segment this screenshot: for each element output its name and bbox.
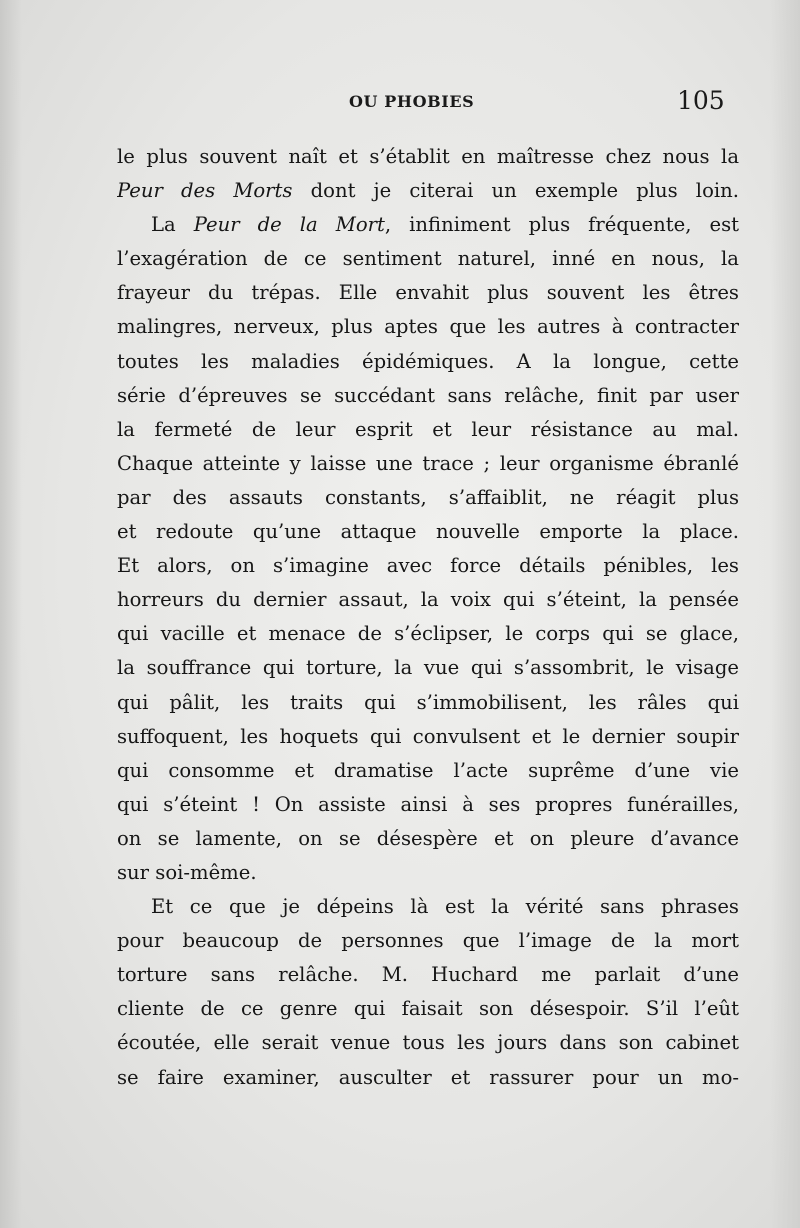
running-head: OU PHOBIES bbox=[349, 92, 475, 111]
text-line: le plus souvent naît et s’établit en maîtresse chez nous la bbox=[117, 145, 739, 168]
text-line: qui s’éteint ! On assiste ainsi à ses propres funérailles, bbox=[117, 792, 739, 816]
text-word: La bbox=[151, 213, 176, 237]
text-line: qui pâlit, les traits qui s’immobilisent, les râles qui bbox=[117, 690, 739, 714]
text-line: l’exagération de ce sentiment naturel, inné en nous, la bbox=[117, 247, 739, 271]
text-line: et redoute qu’une attaque nouvelle emporte la place. bbox=[117, 520, 739, 544]
text-line: pour beaucoup de personnes que l’image de la mort bbox=[117, 929, 739, 953]
text-line: toutes les maladies épidémiques. A la longue, cette bbox=[117, 349, 739, 373]
text-line: cliente de ce genre qui faisait son désespoir. S’il l’eût bbox=[117, 997, 739, 1021]
paragraph-start-line: Et ce que je dépeins là est la vérité sans phrases bbox=[151, 895, 739, 919]
text-line-rest: infiniment plus fréquente, est bbox=[409, 213, 739, 237]
body-text bbox=[117, 140, 739, 1095]
text-line bbox=[117, 174, 739, 208]
comma: , bbox=[384, 213, 392, 237]
text-line: se faire examiner, ausculter et rassurer pour un mo- bbox=[117, 1065, 739, 1089]
text-line: horreurs du dernier assaut, la voix qui s’éteint, la pensée bbox=[117, 588, 739, 612]
paragraph-end-line: sur soi-même. bbox=[117, 860, 257, 884]
text-line: qui consomme et dramatise l’acte suprême d’une vie bbox=[117, 758, 739, 782]
text-line: torture sans relâche. M. Huchard me parlait d’une bbox=[117, 963, 739, 987]
text-line: série d’épreuves se succédant sans relâche, finit par user bbox=[117, 383, 739, 407]
text-line: la souffrance qui torture, la vue qui s’assombrit, le visage bbox=[117, 656, 739, 680]
text-line: écoutée, elle serait venue tous les jours dans son cabinet bbox=[117, 1031, 739, 1055]
italic-phrase: Peur des Morts bbox=[117, 179, 293, 203]
text-line-rest: dont je citerai un exemple plus loin. bbox=[310, 179, 739, 203]
text-line: par des assauts constants, s’affaiblit, ne réagit plus bbox=[117, 485, 739, 509]
text-line: on se lamente, on se désespère et on pleure d’avance bbox=[117, 826, 739, 850]
text-line: malingres, nerveux, plus aptes que les autres à contracter bbox=[117, 315, 739, 339]
italic-phrase: Peur de la Mort bbox=[193, 213, 385, 237]
text-line: Et alors, on s’imagine avec force détails pénibles, les bbox=[117, 554, 739, 578]
text-line: qui vacille et menace de s’éclipser, le corps qui se glace, bbox=[117, 622, 739, 646]
page-header bbox=[0, 86, 800, 116]
page-number: 105 bbox=[677, 86, 725, 115]
text-line: suffoquent, les hoquets qui convulsent et le dernier soupir bbox=[117, 724, 739, 748]
text-line: la fermeté de leur esprit et leur résistance au mal. bbox=[117, 417, 739, 441]
text-line: Chaque atteinte y laisse une trace ; leur organisme ébranlé bbox=[117, 451, 739, 475]
text-line: frayeur du trépas. Elle envahit plus souvent les êtres bbox=[117, 281, 739, 305]
paragraph-start-line bbox=[117, 208, 739, 242]
